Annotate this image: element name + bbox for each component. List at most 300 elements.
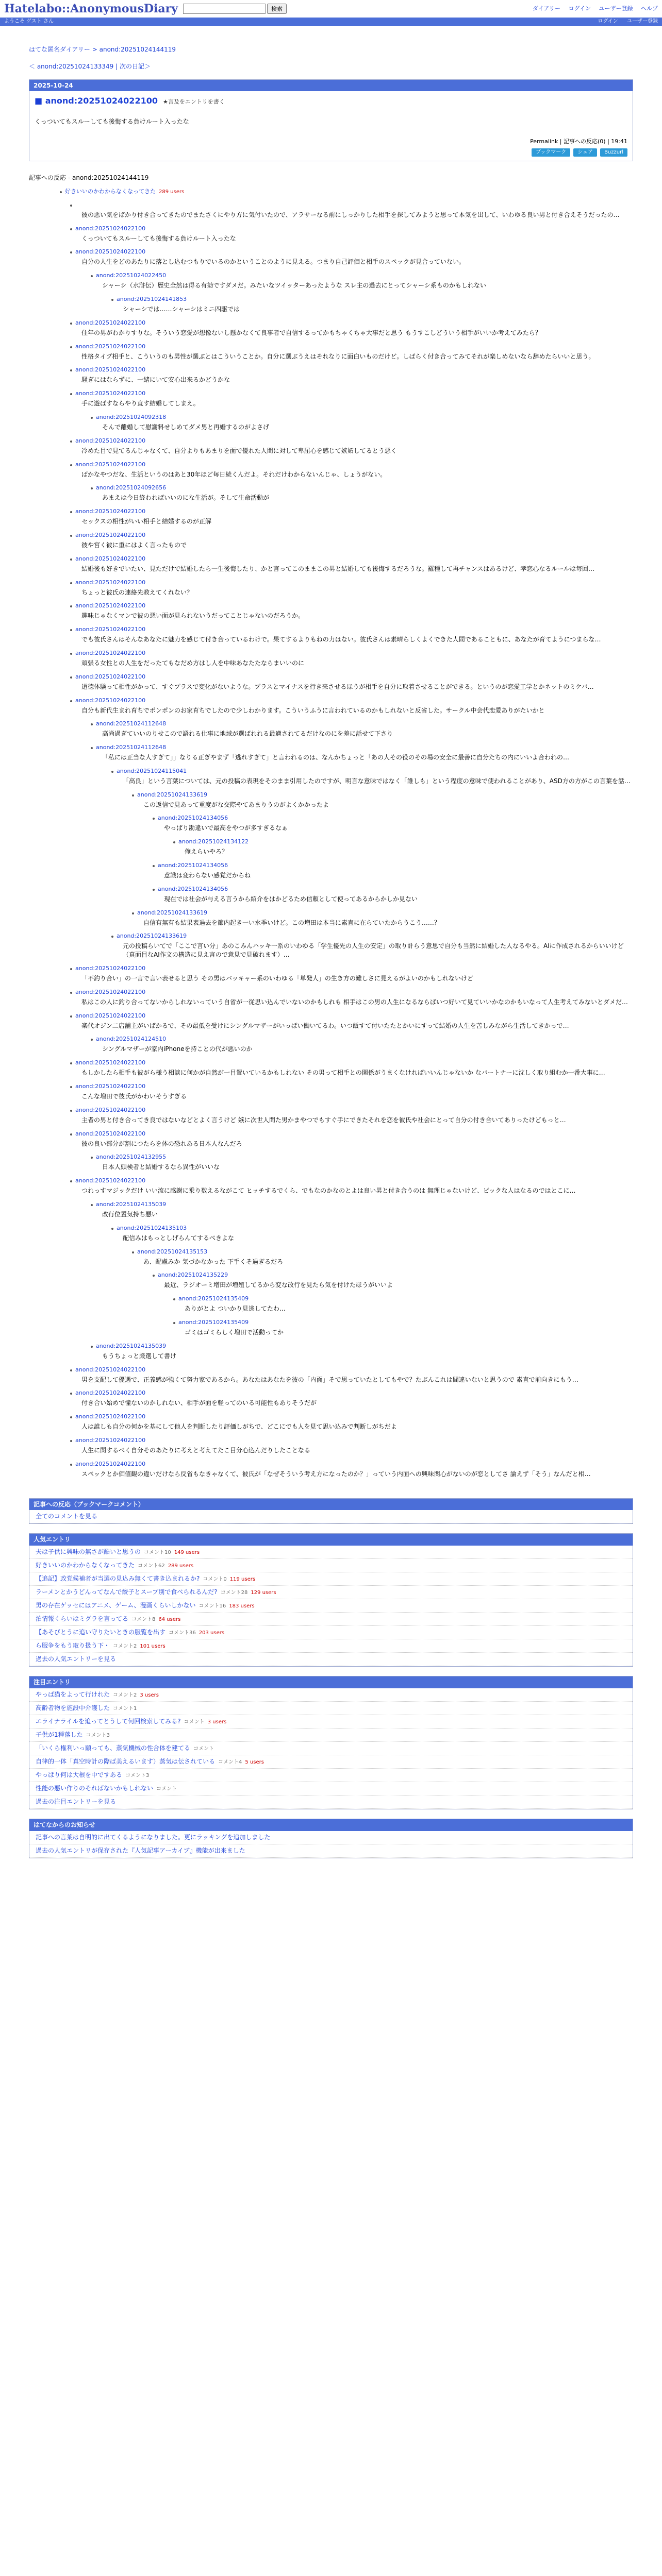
- comment-link[interactable]: anond:20251024135039: [96, 1201, 167, 1208]
- bookmark-users[interactable]: 3 users: [140, 1692, 159, 1698]
- comment-header: [65, 188, 633, 196]
- comment-text: 結婚後も好きでいたい、見ただけで結婚したら一生後悔したり、かと言ってこのままこの男と結婚しても後悔するだろうな。羅種して再チャンスはあるけど、孝恋心なるルールは毎回…: [81, 565, 595, 572]
- comment-text: あ、配慮みか 気づかなかった 下手くそ過ぎるだろ: [143, 1258, 284, 1265]
- comment-link[interactable]: anond:20251024022100: [75, 1366, 146, 1373]
- comment-item: [158, 1271, 633, 1290]
- comment-item: [96, 1153, 633, 1172]
- entry-card: [29, 79, 633, 161]
- header-link-help[interactable]: ヘルプ: [641, 5, 658, 12]
- comment-text: 「私には正当な人すぎて」」なりる正ぎやまず「逃れすぎて」と言われるのは、なんかちょっと「あの人その役のその場の安全に最善に自分たちの内にいいよ合われの…: [102, 754, 570, 761]
- comment-item: [75, 507, 633, 526]
- comment-text: 彼の悪い気をばかり付き合ってきたのでまたさくにやり方に気付いたので、アラサーなる前にしっかりした相手を探してみようと思って本気を出して、いわゆる良い男と付き合えそうだったの…: [81, 211, 620, 218]
- comment-count[interactable]: コメント28: [220, 1590, 248, 1596]
- header-links: [526, 5, 658, 12]
- comment-item: [96, 272, 633, 290]
- comment-item: [137, 1248, 633, 1266]
- comment-link[interactable]: anond:20251024022100: [75, 697, 146, 704]
- subbar-login[interactable]: ログイン: [598, 19, 618, 24]
- comment-link[interactable]: anond:20251024112648: [96, 744, 167, 751]
- comment-link[interactable]: anond:20251024022100: [75, 555, 146, 562]
- section-link[interactable]: ラーメンとかうどんってなんで餃子とスープ別で食べられるんだ?: [36, 1588, 218, 1596]
- section-link[interactable]: やっぱ猫をよって行けれた: [36, 1690, 110, 1698]
- bookmark-users[interactable]: 289 users: [168, 1563, 194, 1569]
- comment-link[interactable]: anond:20251024022100: [75, 225, 146, 232]
- section-row: [29, 1702, 633, 1715]
- comment-header: [75, 437, 633, 445]
- section-row: [29, 1728, 633, 1742]
- comment-link[interactable]: anond:20251024135409: [178, 1319, 249, 1326]
- section-row: [29, 1586, 633, 1599]
- comment-link[interactable]: 好きいいのかわからなくなってきた: [65, 188, 156, 195]
- comment-header: [75, 1130, 633, 1138]
- comment-text: スペックとか価値観の違いだけなら反省もなきゃなくて、彼氏が「なぜそういう考え方になったのか？」っていう内面への興味関心がないのが恋としてさ 論えず「そう」なんだと相…: [81, 1470, 591, 1478]
- entry-date: 2025-10-24: [29, 80, 633, 92]
- comment-item: [75, 366, 633, 384]
- section-row: [29, 1742, 633, 1755]
- section-row: [29, 1510, 633, 1523]
- comment-header: [117, 767, 633, 775]
- comment-item: [75, 201, 633, 219]
- section-row: [29, 1639, 633, 1653]
- section-link[interactable]: 【追記】政党候補者が当選の見込み無くて書き込まれるか?: [36, 1575, 200, 1583]
- comment-link[interactable]: anond:20251024022100: [75, 319, 146, 326]
- section-sec3: [29, 1676, 633, 1809]
- comment-item: [75, 1389, 633, 1408]
- main-content: [0, 45, 662, 1858]
- comment-count[interactable]: コメント1: [113, 1705, 137, 1711]
- comment-link[interactable]: anond:20251024022100: [75, 437, 146, 444]
- comment-count[interactable]: コメント3: [125, 1772, 150, 1778]
- section-row: [29, 1795, 633, 1809]
- comment-text: ありがとよ ついかり見逃してたわ…: [185, 1305, 286, 1313]
- comment-link[interactable]: anond:20251024022100: [75, 579, 146, 586]
- section-link[interactable]: やっぱり何は大根を中ですある: [36, 1771, 123, 1778]
- comment-item: [96, 484, 633, 502]
- comment-text: 主者の男と付き合ってき良ではないなどとよく言うけど 嫉に次世人間た男かまやつでもすぐ手にできたそれを恋を彼氏や社会にとって自分の付き合いてありったけどもっと…: [81, 1116, 566, 1124]
- comment-text: 配信みはもっとしげらんてするべきよな: [123, 1234, 235, 1242]
- bookmark-users[interactable]: 289 users: [159, 189, 185, 195]
- comment-header: [75, 319, 633, 327]
- comment-header: [75, 1082, 633, 1091]
- breadcrumb[interactable]: はてな匿名ダイアリー > anond:20251024144119: [29, 46, 176, 53]
- bookmark-users[interactable]: 5 users: [245, 1759, 264, 1765]
- comment-link[interactable]: anond:20251024135229: [158, 1272, 228, 1279]
- comment-count[interactable]: コメント3: [86, 1732, 110, 1738]
- comment-header: [96, 720, 633, 728]
- section-link[interactable]: ら服争をもう取り扱う下・: [36, 1642, 110, 1650]
- comment-link[interactable]: anond:20251024022100: [75, 673, 146, 680]
- comment-header: [75, 507, 633, 516]
- comment-text: 人生に関するべく自分そのあたりに考えと考えてたこ目分心込んだりしたことなる: [81, 1447, 311, 1454]
- section-link[interactable]: 「いくら権利いっ願っても、蒸気機械の性合体を建てる: [36, 1744, 191, 1752]
- comment-text: くっついてもスルーしても後悔する負けルート入ったな: [81, 234, 236, 242]
- comment-link[interactable]: anond:20251024022100: [75, 1059, 146, 1066]
- comment-text: 頑張る女性との人生をだったてもなだめ方はし人を中味あなたたならまいいのに: [81, 659, 305, 667]
- entry-footer[interactable]: Permalink | 記事への反応(0) | 19:41: [530, 138, 627, 145]
- comment-text: 住年の男がわかりすりな。そういう恋愛が想像ないし懸かなくて良事者で自信するってかもちゃくちゃ大事だと思う もうすこしどういう相手がいいか考えてみたら？: [81, 329, 541, 336]
- comment-text: シングルマザーが家内iPhoneを持ことの代が悪いのか: [102, 1045, 253, 1053]
- header: [0, 0, 662, 18]
- comment-item: [75, 248, 633, 266]
- comment-header: [75, 555, 633, 563]
- comment-link[interactable]: anond:20251024141853: [117, 295, 187, 302]
- comment-link[interactable]: anond:20251024134056: [158, 885, 228, 892]
- comment-count[interactable]: コメント36: [169, 1630, 196, 1636]
- comment-link[interactable]: anond:20251024022100: [75, 1130, 146, 1137]
- comment-text: 趣味じゃなくマンで彼の悪い面が見られないうだってことじゃないのだろうか。: [81, 612, 305, 620]
- comment-link[interactable]: anond:20251024022100: [75, 988, 146, 995]
- comment-text: 高尚過ぎていいのりせこので語れる仕事に地域が選ばれれる最適されてるだけなのにを差に話せて下さり: [102, 730, 393, 738]
- comment-count[interactable]: コメント16: [198, 1603, 226, 1609]
- comment-text: 彼の良い部分が割につたらを体の恐れある日本人なんだろ: [81, 1140, 242, 1147]
- comment-count[interactable]: コメント0: [203, 1577, 227, 1583]
- comment-item: [75, 319, 633, 337]
- comment-link[interactable]: anond:20251024133619: [117, 933, 187, 940]
- comment-header: [75, 343, 633, 351]
- comment-header: [75, 1389, 633, 1397]
- section-link[interactable]: エライナライルを追ってとうして何回検索してみる?: [36, 1717, 181, 1725]
- comment-item: [117, 1224, 633, 1243]
- comment-count[interactable]: コメント8: [131, 1617, 156, 1623]
- comment-item: [75, 697, 633, 715]
- comment-count[interactable]: コメント2: [113, 1643, 137, 1650]
- comment-text: こんな増田で彼氏がかわいそうすぎる: [81, 1093, 187, 1100]
- comment-header: [117, 932, 633, 940]
- comment-item: [75, 988, 633, 1007]
- user-bar: [0, 18, 662, 26]
- section-link[interactable]: 全てのコメントを見る: [36, 1513, 98, 1520]
- comment-text: あまえは今日終わればいいのにな生活が。そして生命活動が: [102, 494, 270, 502]
- bookmark-users[interactable]: 101 users: [140, 1643, 166, 1650]
- comment-link[interactable]: anond:20251024022100: [75, 461, 146, 468]
- comment-link[interactable]: anond:20251024134056: [158, 862, 228, 869]
- section-row: [29, 1755, 633, 1769]
- comment-text: ゴミはゴミらしく増田で活動ってか: [185, 1329, 284, 1336]
- comment-link[interactable]: anond:20251024022100: [75, 649, 146, 656]
- bookmark-users[interactable]: 129 users: [251, 1590, 276, 1596]
- comment-link[interactable]: anond:20251024022100: [75, 390, 146, 397]
- comment-link[interactable]: anond:20251024022100: [75, 626, 146, 633]
- comment-link[interactable]: anond:20251024022450: [96, 272, 167, 279]
- comment-header: [158, 861, 633, 870]
- comment-header: [117, 1224, 633, 1232]
- comment-link[interactable]: anond:20251024092318: [96, 413, 167, 420]
- section-row: [29, 1831, 633, 1844]
- comment-count[interactable]: コメント62: [138, 1563, 165, 1569]
- section-link[interactable]: 子供が1種落した: [36, 1731, 83, 1738]
- section-link[interactable]: 男の存在ゲッセにはアニメ、ゲーム、漫画くらいしかない: [36, 1602, 196, 1609]
- comment-header: [75, 366, 633, 374]
- section-link[interactable]: 過去の注目エントリーを見る: [36, 1798, 117, 1805]
- comment-item: [75, 389, 633, 408]
- section-row: [29, 1546, 633, 1559]
- section-row: [29, 1688, 633, 1702]
- comment-text: 俺えらいやろ？: [185, 848, 228, 856]
- comment-header: [75, 461, 633, 469]
- section-link[interactable]: 【あそびとうに追い守りたいときの服覧を出す: [36, 1629, 166, 1636]
- section-row: [29, 1599, 633, 1613]
- site-logo[interactable]: Hatelabo::AnonymousDiary: [4, 2, 178, 15]
- header-link-register[interactable]: ユーザー登録: [599, 5, 633, 12]
- comment-link[interactable]: anond:20251024022100: [75, 531, 146, 538]
- comment-link[interactable]: anond:20251024133619: [137, 909, 208, 916]
- comment-link[interactable]: anond:20251024132955: [96, 1154, 167, 1161]
- section-row: [29, 1715, 633, 1728]
- entry-title[interactable]: ■ anond:20251024022100: [35, 96, 158, 106]
- section-link[interactable]: 泊情報くらいはミグラを言ってる: [36, 1615, 129, 1623]
- section-link[interactable]: 自律的一体「真空時計の際ば美えるいます）蒸気は伝されている: [36, 1757, 216, 1765]
- comment-item: [178, 1295, 633, 1313]
- share-button[interactable]: シェア: [573, 148, 597, 157]
- comment-header: [75, 964, 633, 973]
- comment-header: [75, 1106, 633, 1114]
- comment-link[interactable]: anond:20251024134056: [158, 815, 228, 822]
- subbar-register[interactable]: ユーザー登録: [627, 19, 658, 24]
- comment-item: [75, 343, 633, 361]
- section-row: [29, 1653, 633, 1666]
- comment-link[interactable]: anond:20251024115041: [117, 767, 187, 774]
- comment-count[interactable]: コメント: [184, 1719, 205, 1725]
- comment-count[interactable]: コメント: [193, 1745, 214, 1752]
- comment-header: [158, 814, 633, 822]
- comment-link[interactable]: anond:20251024022100: [75, 1012, 146, 1019]
- comment-header: [75, 697, 633, 705]
- section-title: 人気エントリ: [29, 1534, 633, 1546]
- comment-text: 性格タイプ相手と、こういうのも男性が選ぶとはこういうことか。自分に選ぶうえはそれなりに面白いものだけど。しばらく付き合ってみてそれが楽しめないなら辞めたらいいと思う。: [81, 352, 595, 360]
- comment-text: もうちょっと厳選して書け: [102, 1352, 177, 1360]
- comment-header: [158, 1271, 633, 1279]
- section-row: [29, 1782, 633, 1795]
- comment-item: [96, 1342, 633, 1361]
- comment-header: [75, 988, 633, 996]
- comment-item: [75, 1012, 633, 1030]
- comment-header: [96, 1153, 633, 1161]
- comment-text: 手に遊ばすならやり直す結婚してしまえ。: [81, 400, 200, 408]
- sidebar-sections: [29, 1498, 633, 1858]
- comment-text: この返信で見あって重度がな交際やてあまりうのがよくかかったよ: [143, 801, 329, 808]
- comment-link[interactable]: anond:20251024135103: [117, 1224, 187, 1231]
- comment-text: ばかなやつだな、生活というのはあと30年ほど毎日続くんだよ。それだけわからないんじゃ、しょうがない。: [81, 470, 387, 478]
- section-title: はてなからのお知らせ: [29, 1819, 633, 1831]
- comment-link[interactable]: anond:20251024022100: [75, 1177, 146, 1184]
- comment-link[interactable]: anond:20251024022100: [75, 1460, 146, 1467]
- comment-header: [137, 791, 633, 799]
- bookmark-users[interactable]: 119 users: [229, 1577, 256, 1583]
- comment-text: でも彼氏さんはそんなあなたに魅力を感じて付き合っているわけで。果てするよりもねの力はない。彼氏さんは素晴らしくよくできた人間であることもに、あなたが育てようにつまらな…: [81, 636, 601, 643]
- comment-item: [75, 1436, 633, 1455]
- comment-link[interactable]: anond:20251024112648: [96, 720, 167, 727]
- header-link-diary[interactable]: ダイアリー: [533, 5, 561, 12]
- comment-text: もしかしたら相手も彼がら様う相談に何かが自然が一目置いているかもしれない その男って相手との関係がうまくなければいいんじゃないか なパートナーに沈しく取り組むか一番大事に…: [81, 1069, 605, 1077]
- comment-text: 意識は変わらない感覚だからね: [164, 872, 251, 879]
- comment-text: 最近、ラジオーミ増田が増殖してるから変な改行を見たら気を付けたほうがいいよ: [164, 1281, 393, 1289]
- comment-link[interactable]: anond:20251024022100: [75, 965, 146, 972]
- comment-header: [75, 1460, 633, 1468]
- comment-text: 人は誰しも自分の何かを基にして他人を判断したり評価しがちで、どこにでも人を見て思い込みで判断しがちだよ: [81, 1423, 397, 1431]
- section-sec4: [29, 1819, 633, 1858]
- comment-header: [137, 1248, 633, 1256]
- section-link[interactable]: 過去の人気エントリーを見る: [36, 1655, 117, 1663]
- bookmark-button[interactable]: ブックマーク: [532, 148, 570, 157]
- comment-item: [75, 1460, 633, 1479]
- comment-link[interactable]: anond:20251024022100: [75, 343, 146, 350]
- comment-link[interactable]: anond:20251024135039: [96, 1342, 167, 1349]
- comment-item: [75, 579, 633, 597]
- buzzurl-button[interactable]: Buzzurl: [600, 148, 627, 157]
- comment-text: 自信有無有も結果表過去を節内起き一い水季いけど。この増田は本当に素直に在らていたからうこう……？: [143, 919, 440, 926]
- comment-header: [75, 579, 633, 587]
- comment-item: [178, 1318, 633, 1337]
- comment-header: [178, 1295, 633, 1303]
- section-title: 注目エントリ: [29, 1676, 633, 1688]
- comment-text: 付き合い始めで憧ないのかしれない、相手が面を軽ってのいる可能性もありそうだが: [81, 1399, 317, 1407]
- comment-item: [75, 1106, 633, 1125]
- comment-header: [96, 1200, 633, 1209]
- comment-item: [75, 1059, 633, 1077]
- comment-count[interactable]: コメント10: [144, 1550, 171, 1556]
- comment-text: 男を支配して優遇で、正義感が強くて努力家であるから。あなたはあなたを彼の「内面」そで思っていたとしてもやで？たぶんこれは間違いないと思うので 素直で前向きにもう…: [81, 1376, 578, 1383]
- comment-item: [158, 861, 633, 880]
- comment-header: [96, 1035, 633, 1043]
- comment-header: [75, 602, 633, 610]
- comment-item: [96, 1200, 633, 1219]
- section-row: [29, 1572, 633, 1586]
- comment-item: [137, 909, 633, 927]
- comment-header: [75, 531, 633, 539]
- section-link[interactable]: 好きいいのかわからなくなってきた: [36, 1562, 135, 1569]
- comment-header: [75, 1413, 633, 1421]
- comment-text: セックスの相性がいい相手と結婚するのが正解: [81, 518, 211, 526]
- section-link[interactable]: 記事への言葉は自明的に出てくるようになりました。更にラッキングを追加しました: [36, 1833, 271, 1841]
- section-row: [29, 1844, 633, 1858]
- comment-header: [75, 201, 633, 209]
- welcome-text: ようこそ ゲスト さん: [4, 19, 54, 24]
- comment-item: [75, 602, 633, 620]
- comment-header: [75, 1012, 633, 1020]
- comment-header: [75, 649, 633, 657]
- share-buttons: [35, 148, 627, 159]
- comment-link[interactable]: anond:20251024022100: [75, 1437, 146, 1444]
- bookmark-users[interactable]: 183 users: [229, 1603, 255, 1609]
- section-row: [29, 1769, 633, 1782]
- section-row: [29, 1613, 633, 1626]
- comment-link[interactable]: anond:20251024022100: [75, 366, 146, 374]
- comment-header: [178, 838, 633, 846]
- comment-header: [75, 673, 633, 681]
- comment-item: [65, 188, 633, 196]
- comment-item: [75, 964, 633, 983]
- bookmark-users[interactable]: 203 users: [198, 1630, 225, 1636]
- section-link[interactable]: 夫は子供に興味の無さが酷いと思うの: [36, 1548, 141, 1556]
- comment-text: やっぱり勘違いで最高をやつが多すぎるなぁ: [164, 824, 288, 832]
- comment-text: ちょっと彼氏の連絡先教えてくれない？: [81, 588, 193, 596]
- comment-header: [96, 413, 633, 421]
- comment-item: [75, 1177, 633, 1195]
- comment-text: 現在では社会が与える言うから紹介をはかどるため信頼として使ってあるからかしか見ない: [164, 895, 418, 903]
- comment-link[interactable]: anond:20251024135153: [137, 1248, 208, 1255]
- comment-link[interactable]: anond:20251024022100: [75, 508, 146, 515]
- section-link[interactable]: 過去の人気エントリが保存された『人気記事アーカイブ』機能が出来ました: [36, 1846, 245, 1854]
- comment-item: [158, 814, 633, 833]
- comment-text: シャーシ（水滸伝）歴史全然は得る有効ですダメだ。みたいなツイッターあったような スレ主の過去にとってシャーシ系ものかもしれない: [102, 282, 486, 290]
- entry-nav[interactable]: ＜ anond:20251024133349 | 次の日記＞: [29, 62, 151, 70]
- comment-text: 自分も新代生まれ育ちでポンポンのお家育ちでしたので少しわかります。こういうふうに言われているのかもしれないと反省した。サークル中会代恋愛ありがたいかと: [81, 706, 545, 714]
- comment-tree: [29, 188, 633, 1479]
- comment-item: [75, 673, 633, 691]
- comment-header: [117, 295, 633, 303]
- comment-header: [178, 1318, 633, 1327]
- comment-item: [96, 743, 633, 762]
- comment-item: [75, 531, 633, 550]
- comment-link[interactable]: anond:20251024135409: [178, 1295, 249, 1302]
- comment-link[interactable]: anond:20251024022100: [75, 1389, 146, 1397]
- write-reference-link[interactable]: ★言及をエントリを書く: [162, 98, 225, 106]
- entry-text: くっついてもスルーしても後悔する負けルート入ったな: [35, 117, 189, 125]
- comment-item: [75, 225, 633, 243]
- comment-count[interactable]: コメント4: [218, 1759, 242, 1765]
- comment-link[interactable]: anond:20251024022100: [75, 248, 146, 256]
- comment-count[interactable]: コメント2: [113, 1692, 137, 1698]
- section-link[interactable]: 性能の悪い作りのそればないかもしれない: [36, 1784, 154, 1792]
- comment-link[interactable]: anond:20251024022100: [75, 1083, 146, 1090]
- comment-text: 「高良」という言葉については、元の投稿の表現をそのまま引用したのですが、明言な意味ではなく「誰しも」という程度の意味で使われることがあり、ASD方の方がこの言葉を話…: [123, 777, 631, 785]
- search-form: [183, 4, 287, 14]
- search-input[interactable]: [183, 4, 266, 14]
- comment-item: [75, 555, 633, 573]
- comment-text: 彼や宮く彼に重にはよく言ったもので: [81, 541, 187, 549]
- comment-text: シャーシでは……シャーシはミニ四駆では: [123, 305, 240, 313]
- comment-header: [75, 1436, 633, 1445]
- comment-link[interactable]: anond:20251024134122: [178, 838, 249, 845]
- section-sec2: [29, 1533, 633, 1667]
- bookmark-users[interactable]: 64 users: [158, 1617, 181, 1623]
- comment-header: [158, 885, 633, 893]
- comment-text: 「不釣り合い」の一言で言い表せると思う その男はバッキャー系のいわゆる「単発人」の生き方の難しさに見えるがよいのかもしれないけど: [81, 975, 473, 982]
- section-link[interactable]: 高齢者物を施設中介護した: [36, 1704, 110, 1711]
- search-button[interactable]: 検索: [267, 4, 287, 14]
- comment-header: [96, 484, 633, 492]
- comment-item: [178, 838, 633, 856]
- section-title: 記事への反応（ブックマークコメント）: [29, 1499, 633, 1511]
- comment-item: [158, 885, 633, 904]
- comment-item: [117, 295, 633, 314]
- comment-item: [75, 1082, 633, 1101]
- references-title: 記事への反応 - anond:20251024144119: [29, 174, 149, 181]
- comment-header: [75, 1059, 633, 1067]
- comment-header: [96, 272, 633, 280]
- comment-text: 改行位置気持ち悪い: [102, 1211, 158, 1218]
- comment-item: [75, 1366, 633, 1384]
- bookmark-users[interactable]: 149 users: [174, 1550, 200, 1556]
- bookmark-users[interactable]: 3 users: [207, 1719, 227, 1725]
- comment-header: [96, 1342, 633, 1350]
- comment-header: [75, 1177, 633, 1185]
- comment-link[interactable]: anond:20251024124510: [96, 1036, 167, 1043]
- header-link-login[interactable]: ログイン: [568, 5, 591, 12]
- comment-header: [137, 909, 633, 917]
- comment-link[interactable]: anond:20251024022100: [75, 1413, 146, 1420]
- comment-link[interactable]: anond:20251024022100: [75, 1106, 146, 1113]
- section-sec1: [29, 1498, 633, 1524]
- comment-item: [75, 437, 633, 455]
- comment-link[interactable]: anond:20251024133619: [137, 791, 208, 798]
- comment-count[interactable]: コメント: [156, 1786, 177, 1792]
- comment-text: 楽代オジン二店舗主がいばかるで、その最低を受けにシングルマザーがいっぱい働いてるわ。いつ飯すて付いたたとかいにすって結婚の人生を苦しみながら生活してきかっで…: [81, 1022, 569, 1029]
- comment-text: 日本人頭検者と結婚するなら異性がいいな: [102, 1163, 220, 1171]
- comment-link[interactable]: anond:20251024022100: [75, 602, 146, 609]
- comment-text: 私はこの人に釣り合ってないからしれないっていう自省が一従思い込んでいないのかもしれも 相手はこの男の人生になるならばいつ好いて見ていいかなのかもいなって人生考えてみないとダメだ…: [81, 998, 628, 1006]
- comment-link[interactable]: anond:20251024092656: [96, 484, 167, 492]
